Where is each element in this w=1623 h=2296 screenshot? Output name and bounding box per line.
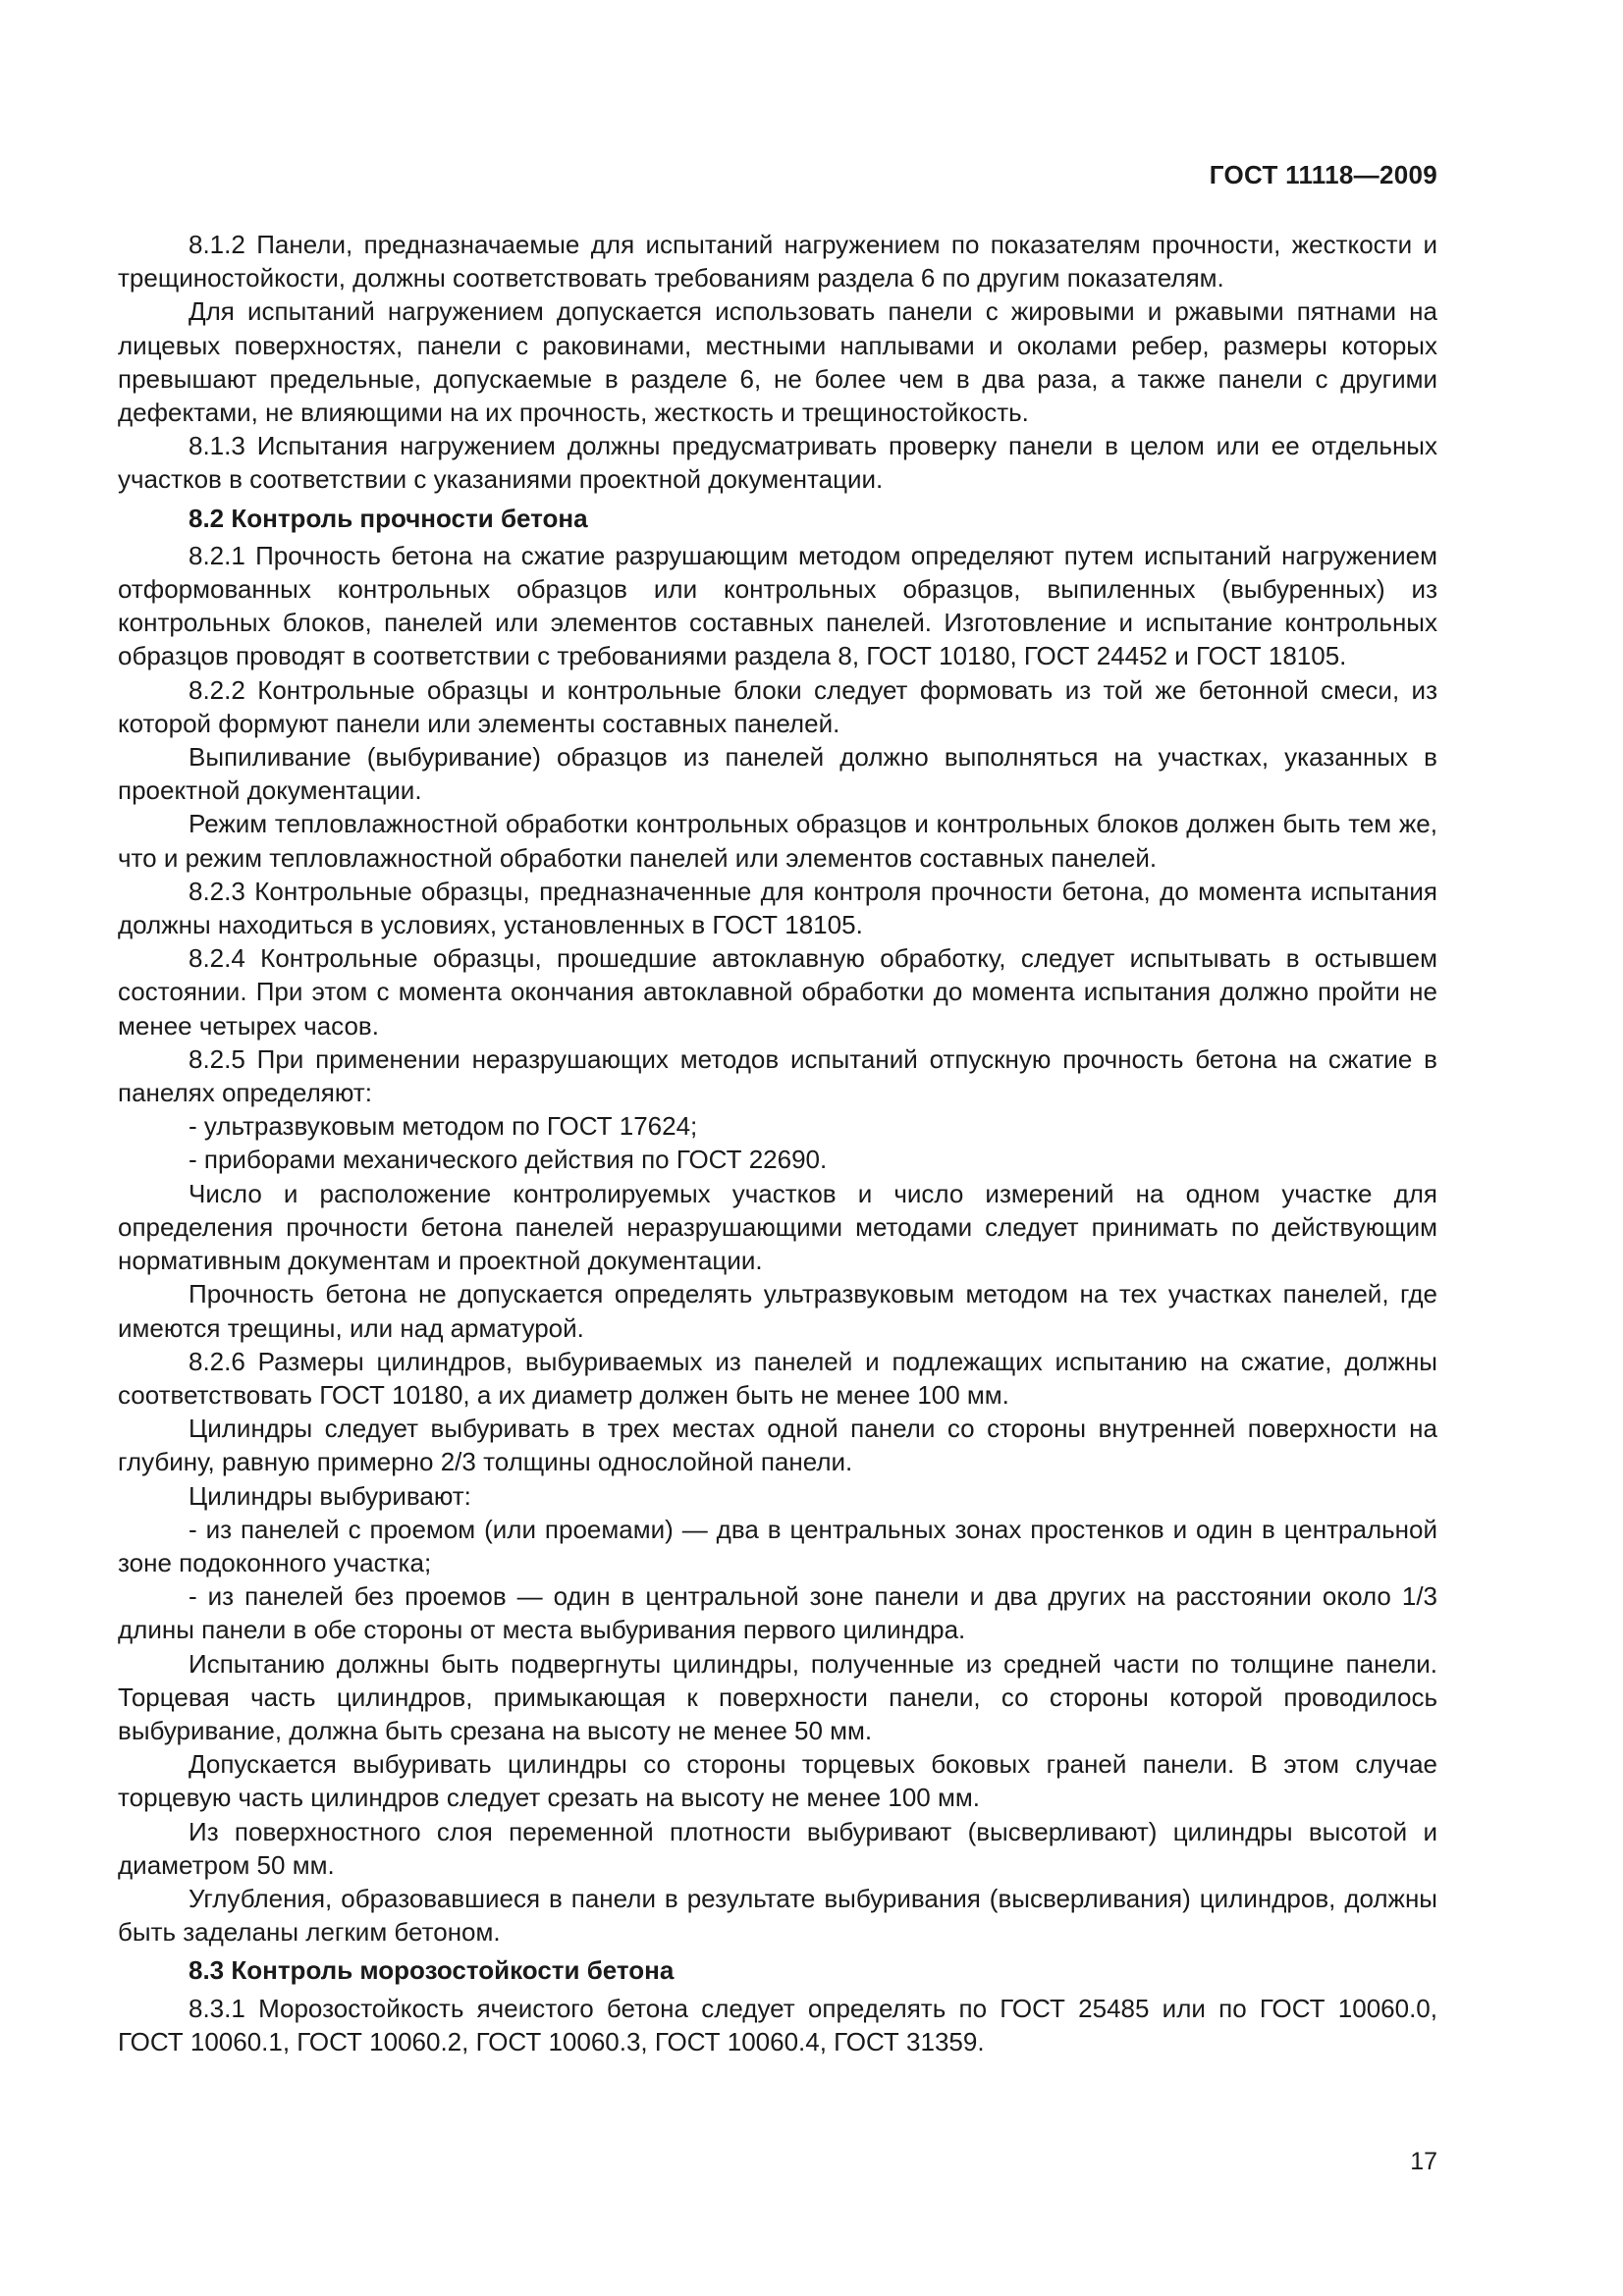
list-item: - ультразвуковым методом по ГОСТ 17624;: [189, 1111, 698, 1142]
paragraph: Для испытаний нагружением допускается использовать панели с жировыми и ржавыми пятнами на лицевых поверхностях, панели с раковинами, местными наплывами и околами ребер, размеры которых превышают предельные, допускаемые в разделе 6, не более чем в два раза, а также панели с другими дефектами, не влияющими на их прочность, жесткость и трещиностойкость.: [118, 296, 1437, 428]
paragraph-8-3-1: 8.3.1 Морозостойкость ячеистого бетона следует определять по ГОСТ 25485 или по ГОСТ 10060.0, ГОСТ 10060.1, ГОСТ 10060.2, ГОСТ 10060.3, ГОСТ 10060.4, ГОСТ 31359.: [118, 1993, 1437, 2056]
list-item: - приборами механического действия по ГОСТ 22690.: [189, 1145, 828, 1175]
paragraph-8-2-4: 8.2.4 Контрольные образцы, прошедшие автоклавную обработку, следует испытывать в остывшем состоянии. При этом с момента окончания автоклавной обработки до момента испытания должно пройти не менее четырех часов.: [118, 943, 1437, 1041]
paragraph-8-1-2: 8.1.2 Панели, предназначаемые для испытаний нагружением по показателям прочности, жесткости и трещиностойкости, должны соответствовать требованиям раздела 6 по другим показателям.: [118, 230, 1437, 294]
paragraph-8-2-3: 8.2.3 Контрольные образцы, предназначенные для контроля прочности бетона, до момента испытания должны находиться в условиях, установленных в ГОСТ 18105.: [118, 876, 1437, 940]
paragraph-8-2-5: 8.2.5 При применении неразрушающих методов испытаний отпускную прочность бетона на сжатие в панелях определяют:: [118, 1043, 1437, 1108]
paragraph: Из поверхностного слоя переменной плотности выбуривают (высверливают) цилиндры высотой и диаметром 50 мм.: [118, 1816, 1437, 1880]
paragraph: Допускается выбуривать цилиндры со стороны торцевых боковых граней панели. В этом случае торцевую часть цилиндров следует срезать на высоту не менее 100 мм.: [118, 1749, 1437, 1813]
section-heading-8-2: 8.2 Контроль прочности бетона: [189, 503, 588, 533]
paragraph: Режим тепловлажностной обработки контрольных образцов и контрольных блоков должен быть тем же, что и режим тепловлажностной обработки панелей или элементов составных панелей.: [118, 809, 1437, 873]
section-heading-8-3: 8.3 Контроль морозостойкости бетона: [189, 1955, 675, 1986]
paragraph: Прочность бетона не допускается определять ультразвуковым методом на тех участках панелей, где имеются трещины, или над арматурой.: [118, 1279, 1437, 1343]
list-item: - из панелей без проемов — один в центральной зоне панели и два других на расстоянии около 1/3 длины панели в обе стороны от места выбуривания первого цилиндра.: [118, 1581, 1437, 1645]
document-page: [118, 0, 1437, 2296]
list-item: - из панелей с проемом (или проемами) — два в центральных зонах простенков и один в центральной зоне подоконного участка;: [118, 1514, 1437, 1577]
paragraph-8-2-6: 8.2.6 Размеры цилиндров, выбуриваемых из панелей и подлежащих испытанию на сжатие, должны соответствовать ГОСТ 10180, а их диаметр должен быть не менее 100 мм.: [118, 1346, 1437, 1410]
paragraph: Выпиливание (выбуривание) образцов из панелей должно выполняться на участках, указанных в проектной документации.: [118, 742, 1437, 806]
paragraph: Испытанию должны быть подвергнуты цилиндры, полученные из средней части по толщине панели. Торцевая часть цилиндров, примыкающая к поверхности панели, со стороны которой проводилось выбуривание, должна быть срезана на высоту не менее 50 мм.: [118, 1648, 1437, 1745]
page-number: 17: [1410, 2148, 1437, 2175]
document-header: ГОСТ 11118—2009: [1209, 160, 1437, 189]
paragraph-8-1-3: 8.1.3 Испытания нагружением должны предусматривать проверку панели в целом или ее отдельных участков в соответствии с указаниями проектной документации.: [118, 431, 1437, 495]
paragraph: Цилиндры следует выбуривать в трех местах одной панели со стороны внутренней поверхности на глубину, равную примерно 2/3 толщины однослойной панели.: [118, 1414, 1437, 1477]
paragraph-8-2-1: 8.2.1 Прочность бетона на сжатие разрушающим методом определяют путем испытаний нагружением отформованных контрольных образцов или контрольных образцов, выпиленных (выбуренных) из контрольных блоков, панелей или элементов составных панелей. Изготовление и испытание контрольных образцов проводят в соответствии с требованиями раздела 8, ГОСТ 10180, ГОСТ 24452 и ГОСТ 18105.: [118, 540, 1437, 671]
paragraph-8-2-2: 8.2.2 Контрольные образцы и контрольные блоки следует формовать из той же бетонной смеси, из которой формуют панели или элементы составных панелей.: [118, 674, 1437, 738]
document-body: [118, 228, 1437, 2058]
paragraph: Цилиндры выбуривают:: [189, 1480, 471, 1511]
paragraph: Число и расположение контролируемых участков и число измерений на одном участке для определения прочности бетона панелей неразрушающими методами следует принимать по действующим нормативным документам и проектной документации.: [118, 1178, 1437, 1276]
paragraph: Углубления, образовавшиеся в панели в результате выбуривания (высверливания) цилиндров, должны быть заделаны легким бетоном.: [118, 1883, 1437, 1948]
